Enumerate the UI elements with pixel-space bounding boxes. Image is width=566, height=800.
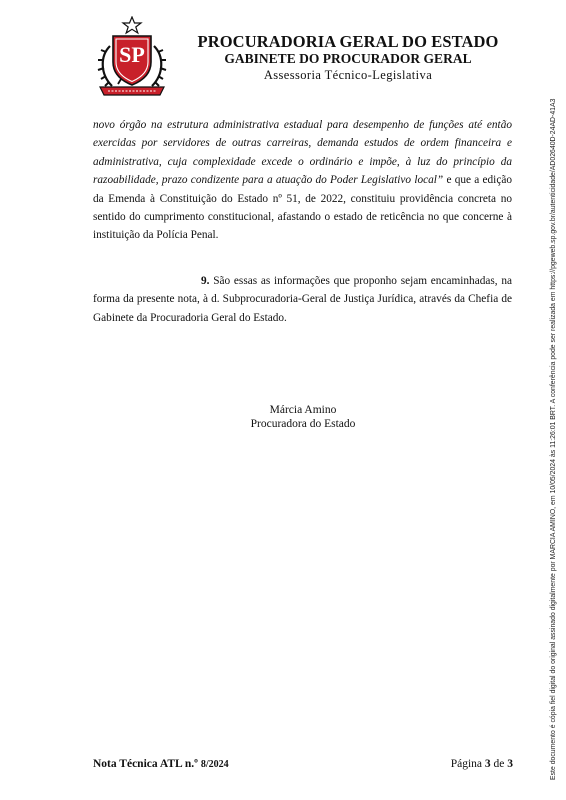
paragraph-9 (93, 272, 512, 327)
sao-paulo-coat-of-arms-icon (94, 16, 170, 98)
footer-doc-label: Nota Técnica ATL n.º (93, 758, 201, 770)
header-department: Assessoria Técnico-Legislativa (263, 68, 433, 82)
paragraph-continuation (93, 116, 512, 245)
footer-doc-number: 8/2024 (200, 759, 229, 770)
footer-page-of: de (490, 758, 508, 770)
signatory-role: Procuradora do Estado (250, 418, 356, 430)
crest-letters: SP (119, 42, 145, 67)
footer-page-number (451, 758, 513, 770)
paragraph-number: 9. (201, 275, 210, 287)
footer-page-word: Página (450, 758, 485, 770)
quoted-text: novo órgão na estrutura administrativa estadual para desempenho de funções até então exercidas por servidores de outras carreiras, demanda estudos de ordem financeira e administrativa, cuja complexidade excede o ordinário e impõe, à luz do princípio da razoabilidade, prazo condizente para a atuação do Poder Legislativo local” (93, 119, 512, 187)
signatory-name: Márcia Amino (269, 404, 337, 416)
footer-page-current: 3 (484, 758, 491, 770)
authenticity-stamp: Este documento é cópia fiel digital do original assinado digitalmente por MARCIA AMINO, em 10/05/2024 às 11:26:01 BRT. A conferência pode ser realizada em https://pgeweb.sp.gov.br/autenticidade/AD02640D-24AD-41A3 (550, 98, 557, 780)
header-title: PROCURADORIA GERAL DO ESTADO (197, 32, 499, 51)
footer-page-total: 3 (507, 758, 513, 770)
paragraph-text: São essas as informações que proponho sejam encaminhadas, na forma da presente nota, à d. Subprocuradoria-Geral de Justiça Jurídica, através da Chefia de Gabinete da Procuradoria Geral do Estado. (93, 275, 512, 324)
paragraph-text: e que a edição da Emenda à Constituição do Estado nº 51, de 2022, constituiu providência concreta no sentido do cumprimento constitucional, afastando o estado de reticência no que concerne à instituição da Polícia Penal. (93, 174, 512, 242)
footer-document-id (93, 758, 229, 770)
header-subtitle: GABINETE DO PROCURADOR GERAL (224, 51, 472, 66)
